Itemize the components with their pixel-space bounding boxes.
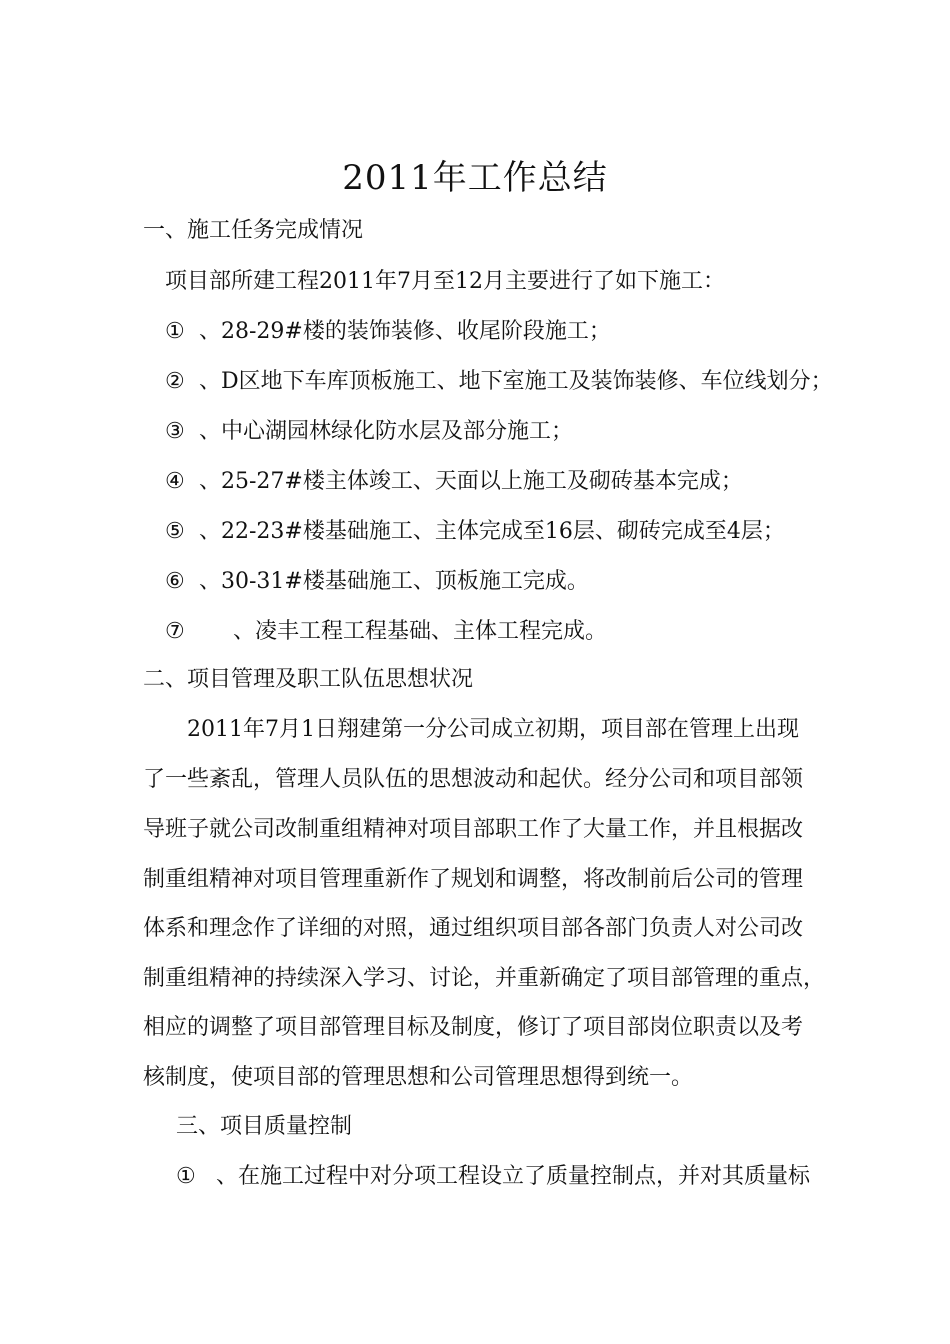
list-item xyxy=(165,367,833,397)
list-item-number: ⑦ xyxy=(165,619,185,644)
section-1-intro: 项目部所建工程2011年7月至12月主要进行了如下施工： xyxy=(165,269,725,294)
list-item-number: ④ xyxy=(165,469,185,494)
list-item xyxy=(176,1162,810,1192)
list-item-number: ⑥ xyxy=(165,569,185,594)
list-item-number: ③ xyxy=(165,419,185,444)
paragraph-line: 核制度，使项目部的管理思想和公司管理思想得到统一。 xyxy=(143,1065,694,1090)
list-item xyxy=(165,617,607,647)
list-item xyxy=(165,417,573,447)
list-item-number: ① xyxy=(176,1164,196,1189)
list-item xyxy=(165,517,785,547)
document-title: 2011年工作总结 xyxy=(342,158,608,198)
list-item-text: 、D区地下车库顶板施工、地下室施工及装饰装修、车位线划分； xyxy=(199,369,833,394)
paragraph-line: 2011年7月1日翔建第一分公司成立初期，项目部在管理上出现 xyxy=(187,717,799,742)
list-item-text: 、30-31#楼基础施工、顶板施工完成。 xyxy=(199,569,589,594)
section-1-heading: 一、施工任务完成情况 xyxy=(143,218,364,243)
list-item-text: 、22-23#楼基础施工、主体完成至16层、砌砖完成至4层； xyxy=(199,519,785,544)
list-item xyxy=(165,467,743,497)
list-item-number: ① xyxy=(165,319,185,344)
paragraph-line: 导班子就公司改制重组精神对项目部职工作了大量工作，并且根据改 xyxy=(143,817,804,842)
list-item xyxy=(165,567,589,597)
list-item-number: ⑤ xyxy=(165,519,185,544)
list-item-text: 、在施工过程中对分项工程设立了质量控制点，并对其质量标 xyxy=(216,1164,811,1189)
list-item-text: 、25-27#楼主体竣工、天面以上施工及砌砖基本完成； xyxy=(199,469,743,494)
paragraph-line: 相应的调整了项目部管理目标及制度，修订了项目部岗位职责以及考 xyxy=(143,1015,804,1040)
list-item-text: 、中心湖园林绿化防水层及部分施工； xyxy=(199,419,574,444)
section-3-heading: 三、项目质量控制 xyxy=(176,1114,353,1139)
list-item-text: 、28-29#楼的装饰装修、收尾阶段施工； xyxy=(199,319,611,344)
list-item-number: ② xyxy=(165,369,185,394)
list-item xyxy=(165,317,611,347)
paragraph-line: 了一些紊乱，管理人员队伍的思想波动和起伏。经分公司和项目部领 xyxy=(143,767,804,792)
list-item-text: 、凌丰工程工程基础、主体工程完成。 xyxy=(233,619,608,644)
paragraph-line: 制重组精神对项目管理重新作了规划和调整，将改制前后公司的管理 xyxy=(143,867,804,892)
paragraph-line: 体系和理念作了详细的对照，通过组织项目部各部门负责人对公司改 xyxy=(143,916,804,941)
section-2-heading: 二、项目管理及职工队伍思想状况 xyxy=(143,667,474,692)
paragraph-line: 制重组精神的持续深入学习、讨论，并重新确定了项目部管理的重点， xyxy=(143,966,826,991)
